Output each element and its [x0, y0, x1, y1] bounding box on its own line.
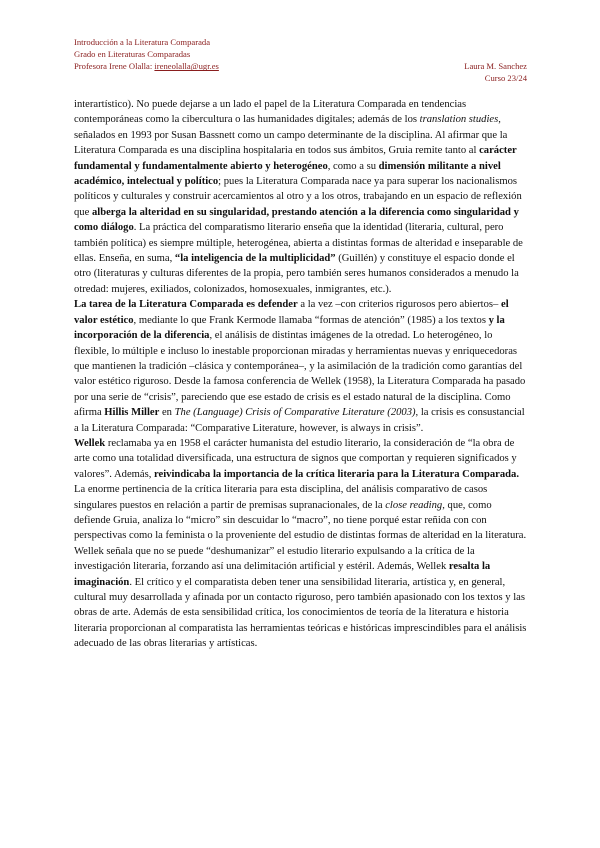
- bold-text: Wellek: [74, 437, 106, 449]
- italic-text: translation studies: [419, 114, 499, 126]
- bold-text: “la inteligencia de la multiplicidad”: [174, 253, 336, 265]
- professor-email-link[interactable]: ireneolalla@ugr.es: [154, 61, 219, 72]
- degree-name: Grado en Literaturas Comparadas: [74, 49, 191, 60]
- student-name: Laura M. Sanchez: [464, 61, 527, 71]
- text-run: , como a su: [327, 160, 379, 172]
- text-run: a la vez –con criterios rigurosos pero abiertos–: [297, 299, 501, 311]
- text-run: ; pues la Literatura Comparada nace ya para superar los nacionalismos políticos y culturales y construir acercamientos al otro y a los otros, trabajando en un espacio de reflexión que: [74, 176, 522, 218]
- text-run: . El crítico y el comparatista deben tener una sensibilidad literaria, artística y, en general, cultural muy desarrollada y afinada por un contacto riguroso, pero también apasionado con los textos y las obras de arte. Además de esta sensibilidad crítica, los conocimientos de teoría de la literatura e historia literaria proporcionan al comparatista las herramientas teóricas e históricas imprescindibles para el análisis adecuado de las obras literarias y artísticas.: [74, 576, 527, 650]
- professor-name: Profesora Irene Olalla:: [74, 61, 155, 72]
- bold-text: el valor estético: [74, 299, 509, 326]
- text-run: , mediante lo que Frank Kermode llamaba “formas de atención” (1985) a los textos: [133, 314, 489, 326]
- text-run: en: [159, 407, 175, 419]
- professor-line: [74, 60, 219, 72]
- paragraph: [74, 436, 528, 652]
- student-header: [464, 60, 527, 84]
- text-run: reclamaba ya en 1958 el carácter humanista del estudio literario, la consideración de “la obra de arte como una totalidad diversificada, una estructura de signos que comportan y requieren significados y valores”. Además,: [74, 437, 517, 480]
- text-run: interartístico). No puede dejarse a un lado el papel de la Literatura Comparada en tendencias contemporáneas como la cibercultura o las humanidades digitales; además de los: [74, 99, 467, 126]
- text-run: . La práctica del comparatismo literario enseña que la identidad (literaria, cultural, pero también política) es siempre múltiple, heterogénea, abierta a distintas formas de alteridad e inseparable de ellas. Enseña, en suma,: [74, 222, 523, 265]
- text-run: La enorme pertinencia de la crítica literaria para esta disciplina, del análisis comparativo de casos singulares puestos en relación a partir de premisas supranacionales, de la: [74, 484, 488, 511]
- paragraph: [74, 297, 528, 436]
- bold-text: carácter fundamental y fundamentalmente abierto y heterogéneo: [74, 145, 517, 172]
- italic-text: The (Language) Crisis of Comparative Literature (2003): [174, 407, 416, 419]
- bold-text: La tarea de la Literatura Comparada es defender: [74, 299, 298, 311]
- text-run: , la crisis es consustancial a la Literatura Comparada: “Comparative Literature, however, is always in crisis”.: [74, 407, 525, 434]
- text-run: , el análisis de distintas imágenes de la otredad. Lo heterogéneo, lo flexible, lo múltiple e incluso lo inestable proporcionan miradas y herramientas nuevas y enriquecedoras que mantienen la tradición –clásica y contemporánea–, y la asimilación de la tradición como garantías del valor estético riguroso. Desde la famosa conferencia de Wellek (1958), la Literatura Comparada ha pasado por una serie de “crisis”, pareciendo que ese estado de crisis es el estado natural de la disciplina. Como afirma: [74, 330, 526, 419]
- document-body: [74, 97, 528, 652]
- bold-text: alberga la alteridad en su singularidad, prestando atención a la diferencia como singularidad y como diálogo: [74, 206, 519, 234]
- italic-text: close reading: [385, 499, 443, 511]
- bold-text: resalta la imaginación: [74, 561, 491, 588]
- paragraph: [74, 97, 528, 297]
- text-run: , que, como defiende Gruia, analiza lo “micro” sin descuidar lo “macro”, no tiene porqué estar reñida con con perspectivas como la feminista o la proveniente del estudio de distintas formas de alteridad en la literatura. Wellek señala que no se puede “deshumanizar” el estudio literario expulsando a la crítica de la investigación literaria, forzando así una delimitación artificial y estéril. Además, Wellek: [74, 499, 527, 573]
- bold-text: Hillis Miller: [104, 407, 160, 419]
- text-run: , señalados en 1993 por Susan Bassnett como un campo determinante de la disciplina. Al afirmar que la Literatura Comparada es una disciplina hospitalaria en todos sus ámbitos, Gruia remite tanto al: [74, 114, 508, 157]
- bold-text: y la incorporación de la diferencia: [74, 314, 505, 342]
- course-year: Curso 23/24: [484, 73, 527, 84]
- text-run: (Guillén) y constituye el espacio donde el otro (literaturas y culturas diferentes de la propia, pero también seres humanos considerados a menudo la otredad: mujeres, exiliados, colonizados, homosexuales, inmigrantes, etc.).: [74, 253, 519, 295]
- bold-text: reivindicaba la importancia de la crítica literaria para la Literatura Comparada.: [154, 468, 519, 480]
- course-header: [74, 36, 219, 73]
- course-title: Introducción a la Literatura Comparada: [74, 37, 211, 47]
- bold-text: dimensión militante a nivel académico, intelectual y político: [74, 160, 501, 188]
